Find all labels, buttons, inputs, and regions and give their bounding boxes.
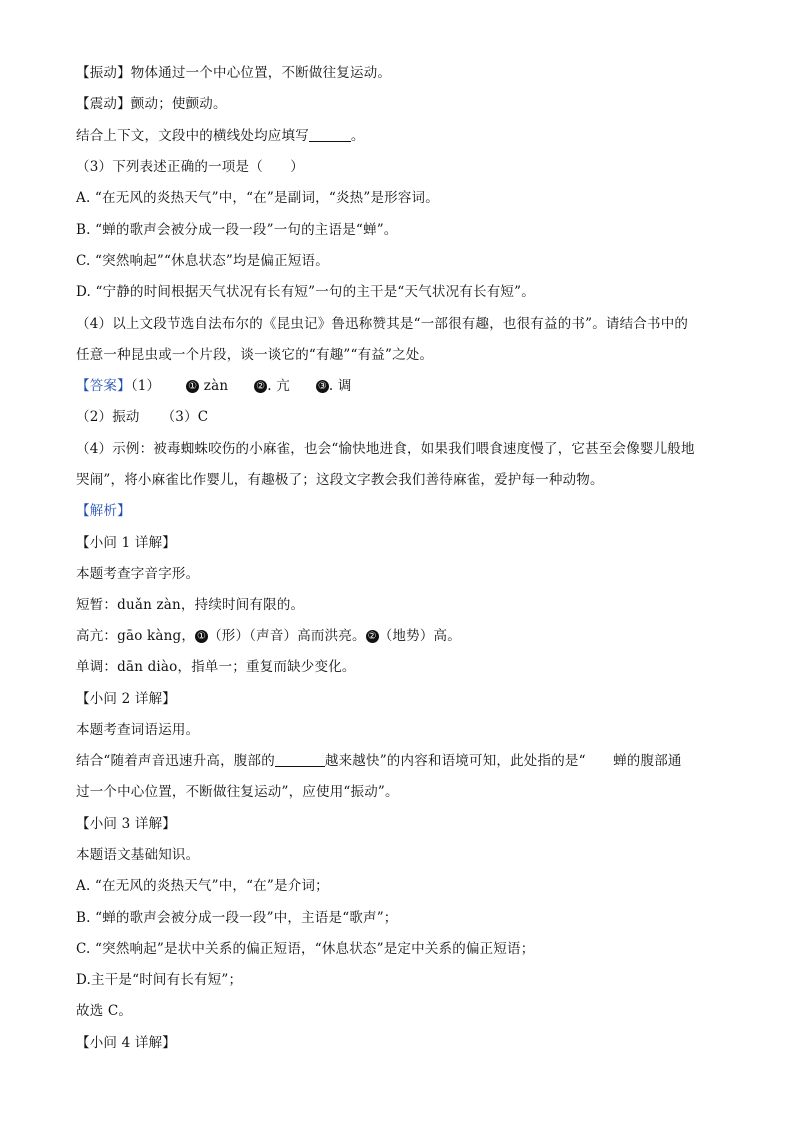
subq2-explain-cont: 过一个中心位置，不断做往复运动”，应使用“振动”。 [76,784,399,800]
subq3-option-a: A. “在无风的炎热天气”中，“在”是介词； [76,878,329,894]
context-blank [275,766,325,767]
explain-dandiao: 单调：dān diào，指单一；重复而缺少变化。 [76,659,356,675]
fill-conclusion-end: 。 [350,128,365,144]
question-4: （4）以上文段节选自法布尔的《昆虫记》鲁迅称赞其是“一部很有趣，也很有益的书”。请结合书中的 [76,316,689,332]
fill-conclusion-text: 结合上下文，文段中的横线处均应填写 [76,128,309,144]
answer-q4: （4）示例：被毒蜘蛛咬伤的小麻雀，也会“愉快地进食，如果我们喂食速度慢了，它甚至会像婴儿般地 [76,441,695,457]
option-b: B. “蝉的歌声会被分成一段一段”一句的主语是“蝉”。 [76,222,398,238]
option-d: D. “宁静的时间根据天气状况有长有短”一句的主干是“天气状况有长有短”。 [76,284,535,300]
subq2-explain [76,752,682,770]
subq3-option-c: C. “突然响起”是状中关系的偏正短语，“休息状态”是定中关系的偏正短语； [76,941,535,957]
subq3-topic: 本题语文基础知识。 [76,847,200,863]
gaokang-meaning-2: （地势）高。 [378,628,461,644]
definition-zhendong-vibrate: 【振动】物体通过一个中心位置，不断做往复运动。 [76,65,392,81]
answer-2: . 亢 [267,378,290,394]
question-3: （3）下列表述正确的一项是（ ） [76,159,304,175]
subq3-option-d: D.主干是“时间有长有短”； [76,972,243,988]
answer-q3: （3）C [161,409,209,425]
analysis-heading: 【解析】 [76,503,131,519]
subq3-option-b: B. “蝉的歌声会被分成一段一段”中，主语是“歌声”； [76,910,398,926]
circled-1-icon: ① [188,381,198,392]
subq1-heading: 【小问 1 详解】 [76,535,176,551]
answer-q1: （1） [130,378,161,394]
circled-1-icon: ① [196,631,207,642]
gaokang-meaning-1: （形）（声音）高而洪亮。 [208,628,366,644]
answer-line-2 [76,408,208,426]
answer-line [76,377,352,395]
fill-conclusion [76,127,365,145]
circled-2-icon: ② [256,381,266,392]
circled-2-icon: ② [367,631,377,642]
subq1-topic: 本题考查字音字形。 [76,566,200,582]
question-4-cont: 任意一种昆虫或一个片段，谈一谈它的“有趣”“有益”之处。 [76,347,434,363]
option-a: A. “在无风的炎热天气”中，“在”是副词，“炎热”是形容词。 [76,190,439,206]
answer-q2: （2）振动 [76,409,140,425]
gaokang-pinyin: 高亢：gāo kàng， [76,628,196,644]
subq2-topic: 本题考查词语运用。 [76,722,200,738]
option-c: C. “突然响起”“休息状态”均是偏正短语。 [76,253,329,269]
subq2-explain-start: 结合“随着声音迅速升高，腹部的 [76,753,275,769]
subq2-explain-end: 越来越快”的内容和语境可知，此处指的是“ 蝉的腹部通 [324,753,682,769]
subq2-heading: 【小问 2 详解】 [76,691,176,707]
answer-3: . 调 [328,378,352,394]
answer-blank [309,141,351,142]
circled-3-icon: ③ [317,381,327,392]
answer-label: 【答案】 [76,378,131,394]
explain-duanzan: 短暂：duǎn zàn，持续时间有限的。 [76,597,305,613]
explain-gaokang [76,627,461,645]
subq3-conclusion: 故选 C。 [76,1003,133,1019]
subq4-heading: 【小问 4 详解】 [76,1035,176,1051]
answer-q4-cont: 哭闹”，将小麻雀比作婴儿，有趣极了；这段文字教会我们善待麻雀，爱护每一种动物。 [76,472,604,488]
definition-zhendong-shake: 【震动】颤动；使颤动。 [76,96,227,112]
subq3-heading: 【小问 3 详解】 [76,816,176,832]
answer-1: zàn [199,378,229,394]
